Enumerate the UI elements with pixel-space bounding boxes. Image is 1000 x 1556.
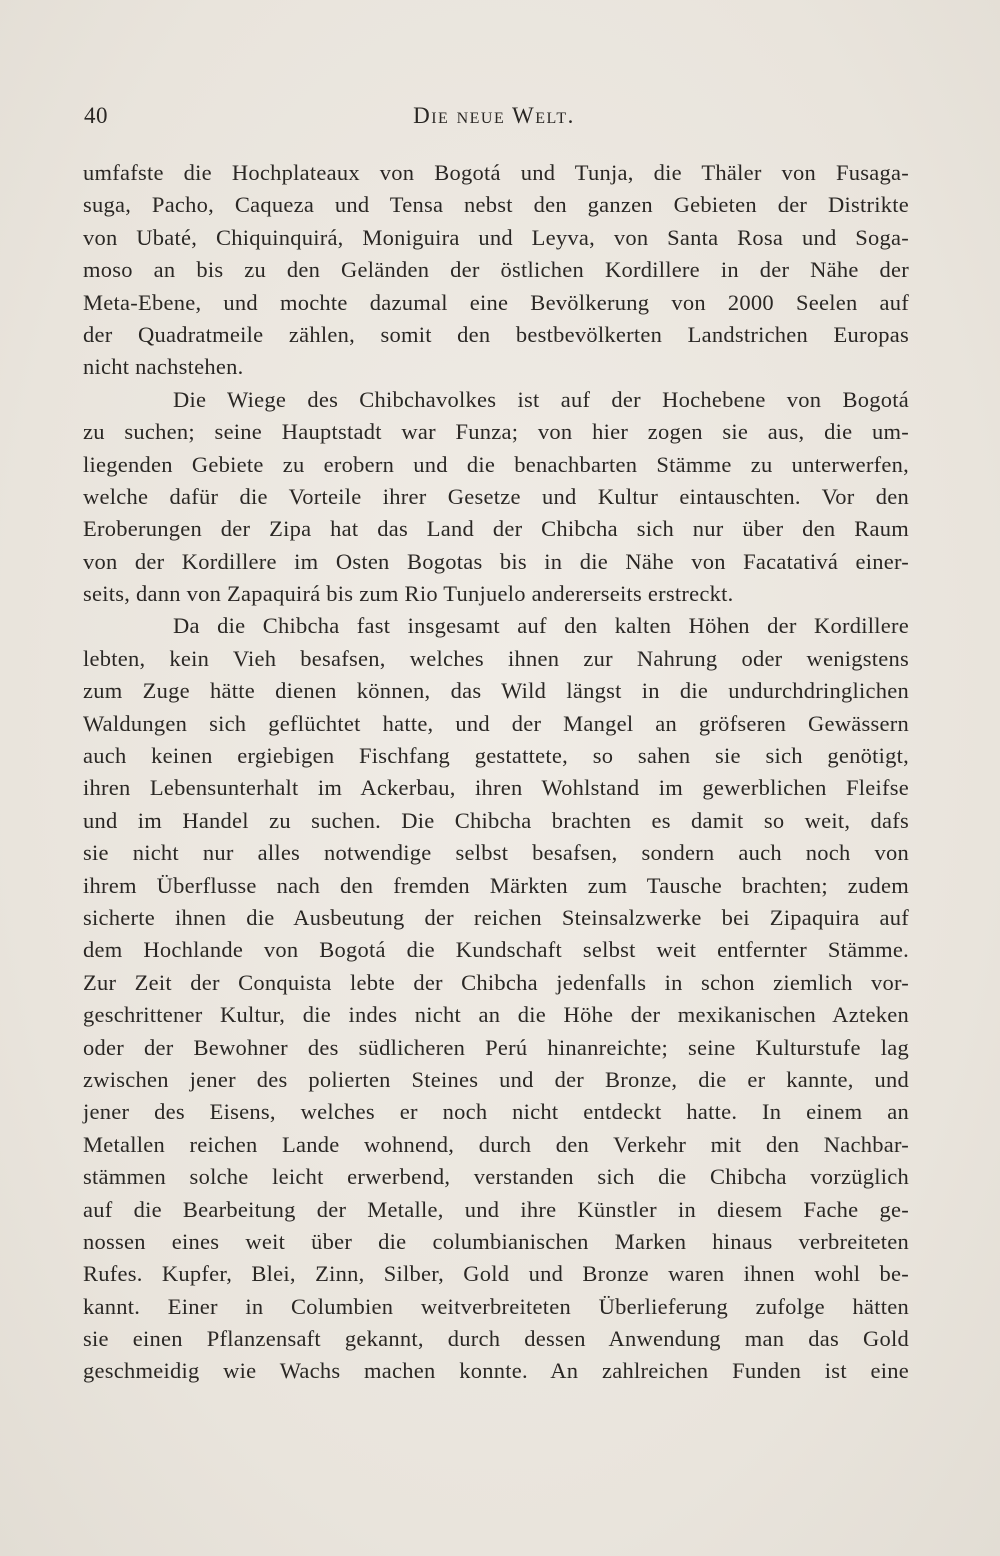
text-line: Rufes. Kupfer, Blei, Zinn, Silber, Gold und Bronze waren ihnen wohl be- [83,1261,909,1287]
text-line: nicht nachstehen. [83,354,244,380]
text-line: Zur Zeit der Conquista lebte der Chibcha jedenfalls in schon ziemlich vor- [83,969,909,995]
text-line: nossen eines weit über die columbianischen Marken hinaus verbreiteten [83,1228,909,1254]
text-line: suga, Pacho, Caqueza und Tensa nebst den ganzen Gebieten der Distrikte [83,192,909,218]
text-line: stämmen solche leicht erwerbend, verstanden sich die Chibcha vorzüglich [83,1164,909,1190]
running-head [84,103,904,139]
text-line: ihren Lebensunterhalt im Ackerbau, ihren Wohlstand im gewerblichen Fleifse [83,775,909,801]
text-line: geschrittener Kultur, die indes nicht an die Höhe der mexikanischen Azteken [83,1002,909,1028]
text-line: der Quadratmeile zählen, somit den bestbevölkerten Landstrichen Europas [83,321,909,347]
text-line: und im Handel zu suchen. Die Chibcha brachten es damit so weit, dafs [83,807,909,833]
text-line: von der Kordillere im Osten Bogotas bis in die Nähe von Facatativá einer- [83,548,909,574]
text-line: dem Hochlande von Bogotá die Kundschaft selbst weit entfernter Stämme. [83,937,909,963]
text-line: geschmeidig wie Wachs machen konnte. An zahlreichen Funden ist eine [83,1358,909,1384]
text-line: sie nicht nur alles notwendige selbst besafsen, sondern auch noch von [83,840,909,866]
text-line: Meta-Ebene, und mochte dazumal eine Bevölkerung von 2000 Seelen auf [83,289,909,315]
text-line: jener des Eisens, welches er noch nicht entdeckt hatte. In einem an [83,1099,909,1125]
text-line: kannt. Einer in Columbien weitverbreiteten Überlieferung zufolge hätten [83,1293,909,1319]
text-line: zu suchen; seine Hauptstadt war Funza; von hier zogen sie aus, die um- [83,419,909,445]
text-line: liegenden Gebiete zu erobern und die benachbarten Stämme zu unterwerfen, [83,451,909,477]
body-text [83,157,909,1388]
text-line: sie einen Pflanzensaft gekannt, durch dessen Anwendung man das Gold [83,1326,909,1352]
text-line: oder der Bewohner des südlicheren Perú hinanreichte; seine Kulturstufe lag [83,1034,909,1060]
text-line: Eroberungen der Zipa hat das Land der Chibcha sich nur über den Raum [83,516,909,542]
text-line: umfafste die Hochplateaux von Bogotá und Tunja, die Thäler von Fusaga- [83,160,909,185]
page-number: 40 [84,103,108,128]
text-line: zum Zuge hätte dienen können, das Wild längst in die undurchdringlichen [83,678,909,704]
text-line: welche dafür die Vorteile ihrer Gesetze und Kultur eintauschten. Vor den [83,483,909,509]
text-line: Waldungen sich geflüchtet hatte, und der Mangel an gröfseren Gewässern [83,710,909,736]
text-line: Da die Chibcha fast insgesamt auf den kalten Höhen der Kordillere [173,613,909,639]
text-line: zwischen jener des polierten Steines und der Bronze, die er kannte, und [83,1066,909,1092]
text-line: Die Wiege des Chibchavolkes ist auf der Hochebene von Bogotá [173,386,909,412]
running-title: Die neue Welt. [413,103,575,128]
text-line: moso an bis zu den Geländen der östlichen Kordillere in der Nähe der [83,257,909,283]
text-line: ihrem Überflusse nach den fremden Märkten zum Tausche brachten; zudem [83,872,909,898]
text-line: auch keinen ergiebigen Fischfang gestattete, so sahen sie sich genötigt, [83,743,909,769]
text-line: sicherte ihnen die Ausbeutung der reichen Steinsalzwerke bei Zipaquira auf [83,904,909,930]
text-line: von Ubaté, Chiquinquirá, Moniguira und Leyva, von Santa Rosa und Soga- [83,224,909,250]
text-line: lebten, kein Vieh besafsen, welches ihnen zur Nahrung oder wenigstens [83,645,909,671]
text-line: auf die Bearbeitung der Metalle, und ihre Künstler in diesem Fache ge- [83,1196,909,1222]
text-line: Metallen reichen Lande wohnend, durch den Verkehr mit den Nachbar- [83,1131,909,1157]
text-line: seits, dann von Zapaquirá bis zum Rio Tunjuelo andererseits erstreckt. [83,581,734,607]
